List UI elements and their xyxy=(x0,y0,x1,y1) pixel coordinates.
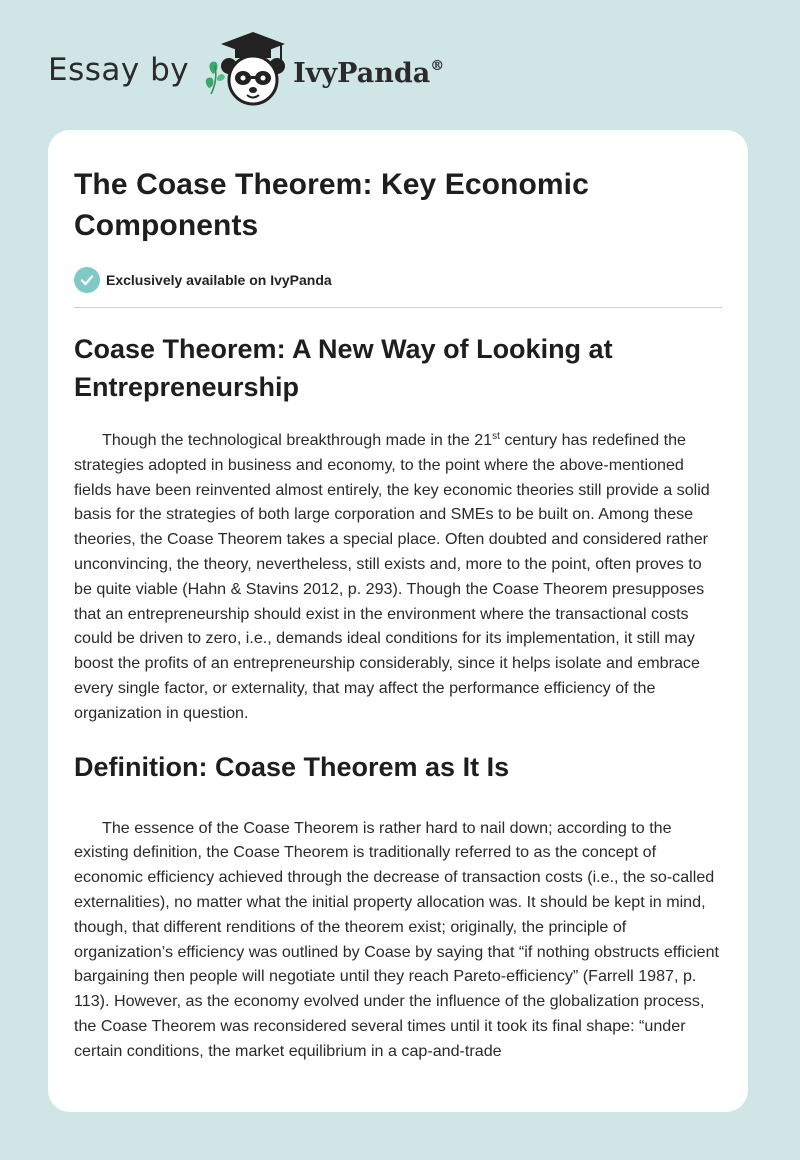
site-header xyxy=(48,30,444,110)
badge-text: Exclusively available on IvyPanda xyxy=(106,272,332,288)
divider xyxy=(74,307,722,308)
check-icon xyxy=(74,267,100,293)
section-heading: Definition: Coase Theorem as It Is xyxy=(74,751,510,782)
brand-name[interactable]: IvyPanda® xyxy=(293,57,445,89)
essay-by-label: Essay by xyxy=(48,52,190,88)
section-paragraph: Though the technological breakthrough made in the 21st century has redefined the strategies adopted in business and economy, to the point where the above-mentioned fields have been reinvented almost entirely, the key economic theories still provide a solid basis for the strategies of both large corporation and SMEs to be built on. Among these theories, the Coase Theorem takes a special place. Often doubted and considered rather unconvincing, the theory, nevertheless, still exists and, more to the point, often proves to be quite viable (Hahn & Stavins 2012, p. 293). Though the Coase Theorem presupposes that an entrepreneurship should exist in the environment where the transactional costs could be driven to zero, i.e., demands ideal conditions for its implementation, it still may boost the profits of an entrepreneurship considerably, since it helps isolate and embrace every single factor, or externality, that may affect the performance efficiency of the organization in question. xyxy=(74,431,710,722)
exclusive-badge xyxy=(74,266,722,294)
section-paragraph: The essence of the Coase Theorem is rather hard to nail down; according to the existing definition, the Coase Theorem is traditionally referred to as the concept of economic efficiency achieved through the decrease of transaction costs (i.e., the so-called externalities), no matter what the initial property allocation was. It should be kept in mind, though, that different renditions of the theorem exist; originally, the principle of organization’s efficiency was outlined by Coase by saying that “if nothing obstructs efficient bargaining then people will negotiate until they reach Pareto-efficiency” (Farrell 1987, p. 113). However, as the economy evolved under the influence of the globalization process, the Coase Theorem was reconsidered several times until it took its final shape: “under certain conditions, the market equilibrium in a cap-and-trade xyxy=(74,818,720,1060)
panda-graduate-icon xyxy=(203,30,289,110)
section-heading: Coase Theorem: A New Way of Looking at Entrepreneurship xyxy=(74,334,613,402)
page-title: The Coase Theorem: Key Economic Components xyxy=(74,168,589,242)
essay-card xyxy=(48,130,748,1112)
